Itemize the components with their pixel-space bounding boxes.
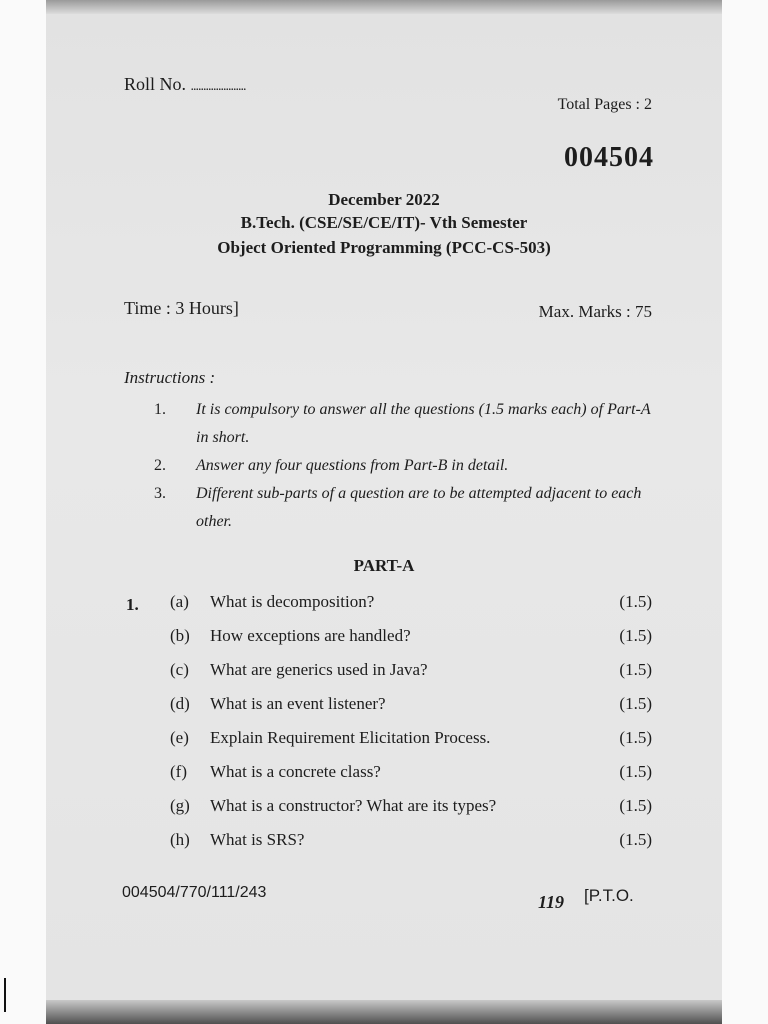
instruction-item — [154, 452, 654, 480]
question-row — [170, 694, 652, 728]
question-label: (f) — [170, 762, 187, 781]
top-shadow — [46, 0, 722, 14]
question-row — [170, 796, 652, 830]
question-label: (b) — [170, 626, 190, 645]
exam-date: December 2022 — [328, 190, 440, 209]
edge-mark — [4, 978, 6, 1012]
question-label: (a) — [170, 592, 189, 611]
handwritten-signature: 119 — [538, 892, 565, 912]
instruction-number: 2. — [154, 457, 166, 474]
paper-code: 004504 — [564, 142, 654, 173]
question-text: What is SRS? — [210, 830, 305, 849]
program-title: B.Tech. (CSE/SE/CE/IT)- Vth Semester — [240, 213, 528, 232]
question-text: What is a constructor? What are its types? — [210, 796, 497, 815]
question-text: What are generics used in Java? — [210, 660, 428, 679]
question-row — [170, 626, 652, 660]
exam-paper — [46, 0, 722, 1024]
question-label: (d) — [170, 694, 190, 713]
roll-label: Roll No. — [124, 74, 187, 94]
pto-label: [P.T.O. — [584, 886, 634, 905]
question-marks: (1.5) — [619, 626, 652, 645]
roll-dots: ...................... — [190, 79, 246, 94]
instruction-number: 3. — [154, 485, 166, 502]
question-marks: (1.5) — [619, 762, 652, 781]
max-marks-label: Max. Marks : 75 — [538, 302, 652, 321]
question-row — [170, 830, 652, 864]
question-marks: (1.5) — [619, 694, 652, 713]
instructions-list — [154, 396, 654, 536]
instruction-number: 1. — [154, 401, 166, 418]
question-number: 1. — [126, 595, 139, 614]
question-marks: (1.5) — [619, 592, 652, 611]
subject-title: Object Oriented Programming (PCC-CS-503) — [217, 238, 551, 257]
instruction-text: Answer any four questions from Part-B in detail. — [196, 457, 509, 474]
question-label: (g) — [170, 796, 190, 815]
instruction-text: Different sub-parts of a question are to be attempted adjacent to each other. — [196, 485, 642, 530]
question-row — [170, 762, 652, 796]
footer-code: 004504/770/111/243 — [122, 884, 267, 901]
instructions-heading: Instructions : — [124, 368, 216, 387]
question-marks: (1.5) — [619, 728, 652, 747]
part-a-heading: PART-A — [353, 556, 415, 575]
time-label: Time : 3 Hours] — [124, 298, 239, 318]
instruction-item — [154, 396, 654, 452]
question-row — [170, 728, 652, 762]
question-text: What is a concrete class? — [210, 762, 381, 781]
roll-number-field — [124, 74, 246, 95]
question-label: (e) — [170, 728, 189, 747]
right-margin — [722, 0, 768, 1024]
left-margin — [0, 0, 46, 1024]
question-marks: (1.5) — [619, 830, 652, 849]
question-text: Explain Requirement Elicitation Process. — [210, 728, 491, 747]
question-row — [170, 592, 652, 626]
question-row — [170, 660, 652, 694]
question-label: (h) — [170, 830, 190, 849]
question-label: (c) — [170, 660, 189, 679]
question-marks: (1.5) — [619, 796, 652, 815]
question-marks: (1.5) — [619, 660, 652, 679]
question-text: What is decomposition? — [210, 592, 375, 611]
instruction-text: It is compulsory to answer all the questions (1.5 marks each) of Part-A in short. — [196, 401, 651, 446]
total-pages: Total Pages : 2 — [557, 96, 652, 113]
question-text: How exceptions are handled? — [210, 626, 411, 645]
instruction-item — [154, 480, 654, 536]
question-text: What is an event listener? — [210, 694, 386, 713]
question-list — [170, 592, 652, 864]
bottom-shadow — [46, 1000, 722, 1024]
